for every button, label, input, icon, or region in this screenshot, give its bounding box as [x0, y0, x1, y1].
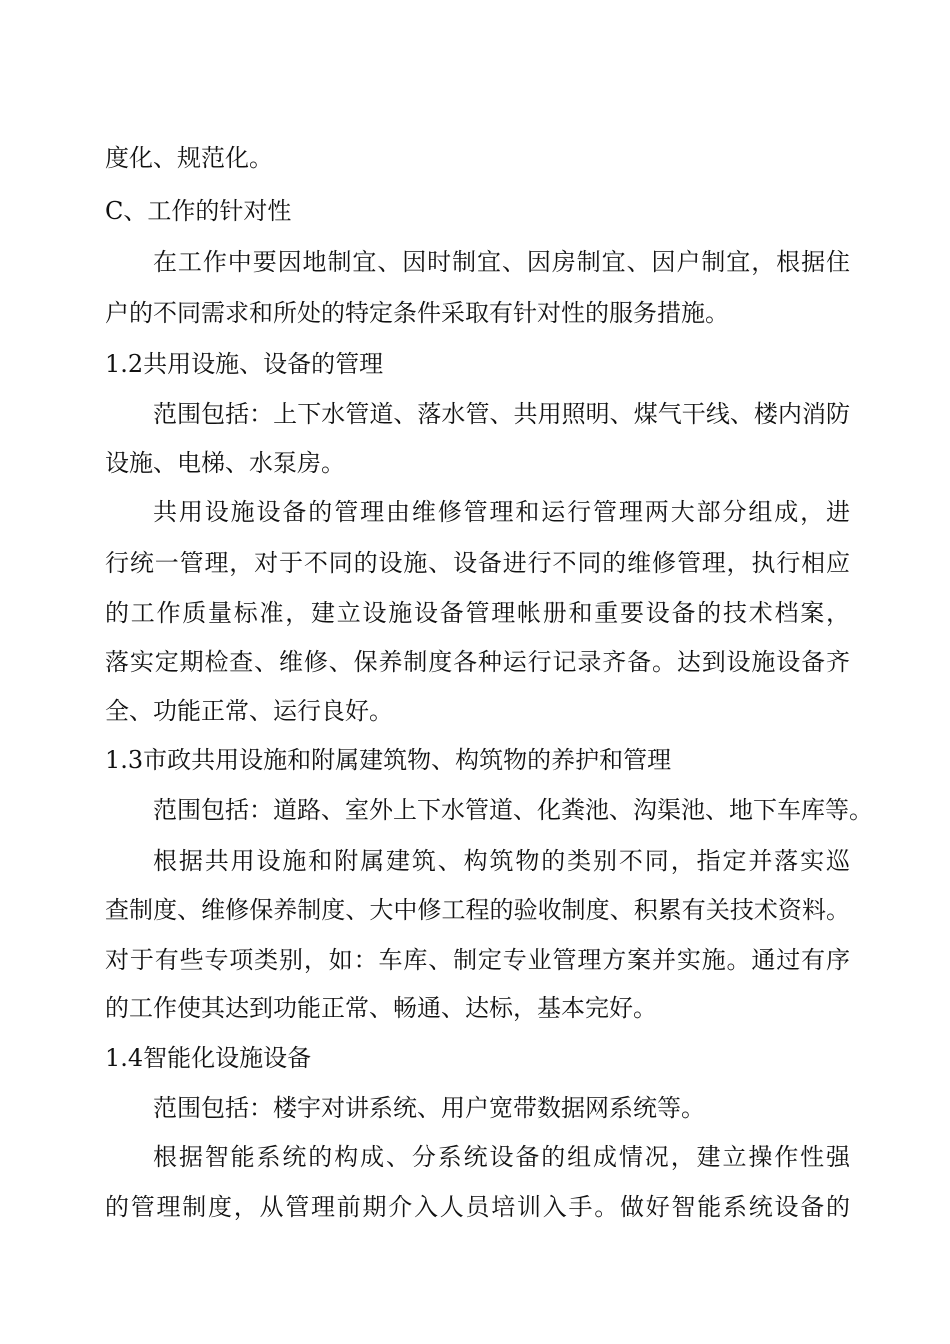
- section-heading-1-3: 1.3市政共用设施和附属建筑物、构筑物的养护和管理: [105, 746, 672, 774]
- text-line-1: 度化、规范化。: [105, 144, 273, 172]
- text-line-10: 的工作质量标准，建立设施设备管理帐册和重要设备的技术档案，: [105, 599, 850, 627]
- text-line-16: 查制度、维修保养制度、大中修工程的验收制度、积累有关技术资料。: [105, 896, 850, 924]
- text-line-4: 户的不同需求和所处的特定条件采取有针对性的服务措施。: [105, 299, 729, 327]
- text-line-18: 的工作使其达到功能正常、畅通、达标，基本完好。: [105, 994, 657, 1022]
- text-line-14: 范围包括：道路、室外上下水管道、化粪池、沟渠池、地下车库等。: [153, 796, 873, 824]
- text-line-3: 在工作中要因地制宜、因时制宜、因房制宜、因户制宜，根据住: [153, 248, 850, 276]
- text-line-6: 范围包括：上下水管道、落水管、共用照明、煤气干线、楼内消防: [153, 400, 850, 428]
- text-line-22: 的管理制度，从管理前期介入人员培训入手。做好智能系统设备的: [105, 1193, 850, 1221]
- section-heading-c: C、工作的针对性: [105, 197, 292, 225]
- text-line-17: 对于有些专项类别，如：车库、制定专业管理方案并实施。通过有序: [105, 946, 850, 974]
- text-line-12: 全、功能正常、运行良好。: [105, 697, 393, 725]
- text-line-9: 行统一管理，对于不同的设施、设备进行不同的维修管理，执行相应: [105, 549, 850, 577]
- text-line-7: 设施、电梯、水泵房。: [105, 449, 345, 477]
- text-line-11: 落实定期检查、维修、保养制度各种运行记录齐备。达到设施设备齐: [105, 648, 850, 676]
- text-line-8: 共用设施设备的管理由维修管理和运行管理两大部分组成，进: [153, 498, 850, 526]
- text-line-20: 范围包括：楼宇对讲系统、用户宽带数据网系统等。: [153, 1094, 705, 1122]
- text-line-15: 根据共用设施和附属建筑、构筑物的类别不同，指定并落实巡: [153, 847, 850, 875]
- text-line-21: 根据智能系统的构成、分系统设备的组成情况，建立操作性强: [153, 1143, 850, 1171]
- section-heading-1-4: 1.4智能化设施设备: [105, 1044, 312, 1072]
- section-heading-1-2: 1.2共用设施、设备的管理: [105, 350, 384, 378]
